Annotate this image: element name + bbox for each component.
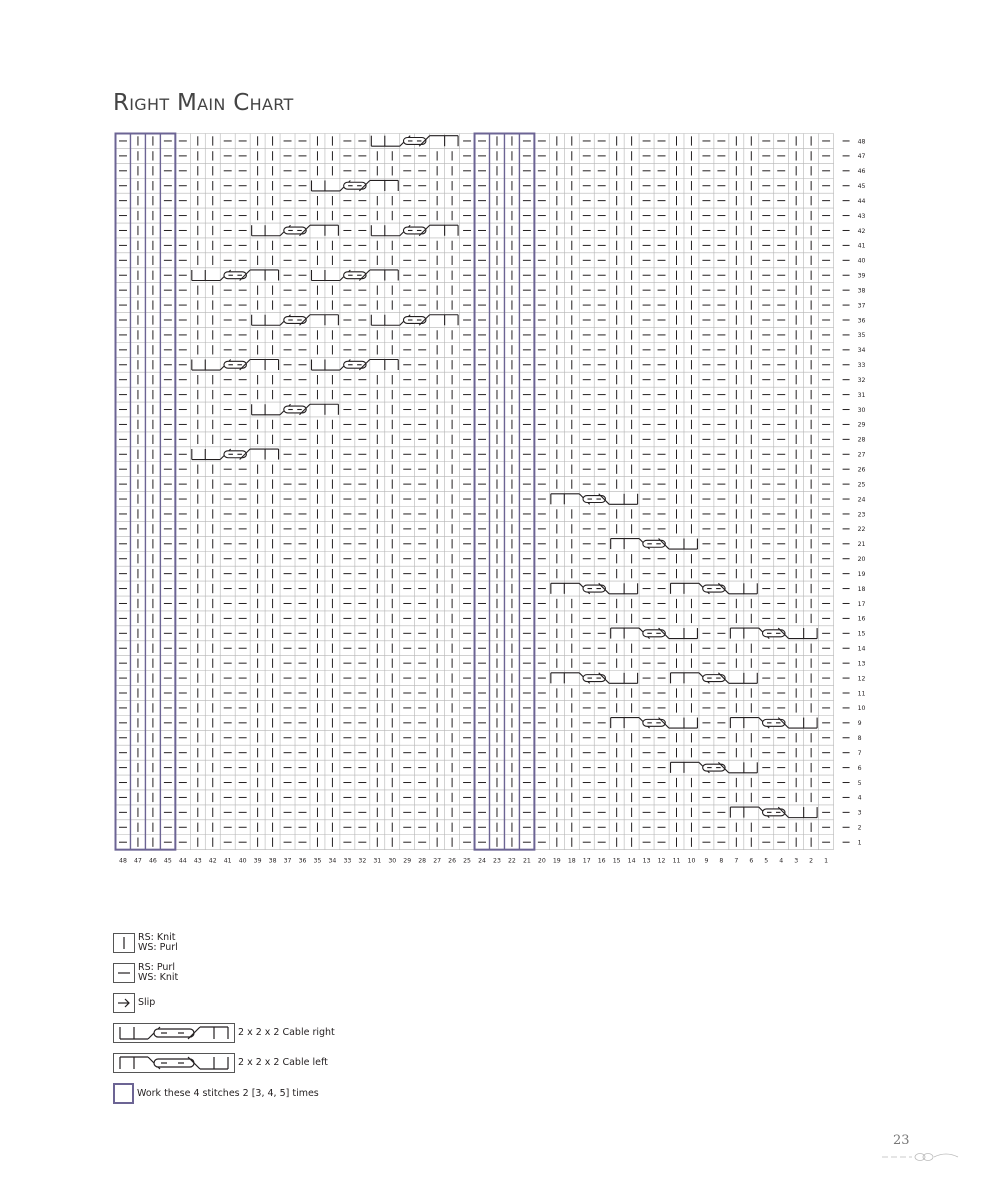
column-label: 33 [343, 857, 352, 865]
column-label: 39 [253, 857, 262, 865]
legend-knit-line1: RS: Knit [138, 932, 176, 943]
column-label: 13 [642, 857, 651, 865]
row-label: 45 [857, 183, 866, 191]
column-label: 47 [134, 857, 142, 865]
legend-cable-right-label: 2 x 2 x 2 Cable right [238, 1027, 335, 1038]
cable-right [371, 225, 458, 236]
cable-right [252, 404, 339, 415]
column-label: 42 [208, 857, 217, 865]
row-label: 29 [857, 421, 866, 429]
row-label: 26 [857, 466, 866, 474]
column-label: 5 [764, 857, 769, 865]
cable-left [551, 583, 638, 594]
cable-right [311, 270, 398, 281]
row-label: 11 [857, 690, 866, 698]
column-label: 30 [388, 857, 397, 865]
row-label: 12 [857, 675, 866, 683]
row-label: 21 [857, 541, 866, 549]
column-label: 40 [238, 857, 247, 865]
cable-left-symbol-icon [113, 1053, 235, 1073]
row-label: 38 [857, 287, 866, 295]
legend [113, 933, 613, 1114]
row-label: 42 [857, 227, 866, 235]
legend-item-knit [113, 933, 613, 953]
row-label: 22 [857, 526, 866, 534]
row-label: 47 [857, 153, 866, 161]
column-label: 15 [612, 857, 621, 865]
row-label: 24 [857, 496, 866, 504]
cable-right [192, 270, 279, 281]
legend-slip-line1: Slip [138, 997, 156, 1008]
column-label: 43 [193, 857, 202, 865]
cable-right [192, 360, 279, 371]
column-label: 17 [582, 857, 591, 865]
column-label: 10 [687, 857, 696, 865]
page-title: Right Main Chart [113, 90, 294, 116]
row-label: 17 [857, 600, 866, 608]
row-label: 32 [857, 376, 866, 384]
column-label: 25 [463, 857, 471, 865]
column-label: 3 [794, 857, 799, 865]
column-label: 27 [433, 857, 442, 865]
repeat-box-icon [113, 1083, 134, 1104]
column-label: 6 [749, 857, 754, 865]
column-label: 2 [809, 857, 814, 865]
row-label: 16 [857, 615, 866, 623]
column-label: 18 [567, 857, 576, 865]
row-label: 35 [857, 332, 866, 340]
row-label: 19 [857, 570, 866, 578]
legend-knit-line2: WS: Purl [138, 942, 178, 953]
row-label: 25 [857, 481, 866, 489]
page-number: 23 [893, 1133, 910, 1148]
cable-left [611, 539, 698, 550]
row-label: 39 [857, 272, 866, 280]
row-label: 20 [857, 556, 866, 564]
purl-symbol-icon [113, 963, 135, 983]
row-label: 28 [857, 436, 866, 444]
column-label: 8 [719, 857, 724, 865]
row-label: 33 [857, 362, 866, 370]
row-label: 18 [857, 585, 866, 593]
column-label: 32 [358, 857, 367, 865]
cable-right-symbol-icon [113, 1023, 235, 1043]
column-label: 7 [734, 857, 739, 865]
row-label: 3 [857, 809, 862, 817]
chart-labels [119, 138, 865, 864]
column-label: 24 [478, 857, 486, 865]
legend-item-cable-right [113, 1023, 613, 1043]
column-label: 34 [328, 857, 337, 865]
cable-right [252, 225, 339, 236]
row-label: 7 [857, 749, 862, 757]
column-label: 9 [704, 857, 709, 865]
column-label: 14 [627, 857, 636, 865]
column-label: 29 [403, 857, 412, 865]
column-label: 46 [148, 857, 157, 865]
column-label: 35 [313, 857, 322, 865]
column-label: 41 [223, 857, 232, 865]
legend-repeat-label: Work these 4 stitches 2 [3, 4, 5] times [137, 1087, 319, 1099]
row-label: 13 [857, 660, 866, 668]
slip-arrow-icon [113, 993, 135, 1013]
row-label: 46 [857, 168, 866, 176]
row-label: 15 [857, 630, 866, 638]
column-label: 4 [779, 857, 784, 865]
cable-right [371, 315, 458, 326]
cable-right [252, 315, 339, 326]
row-label: 1 [857, 839, 862, 847]
legend-cable-left-label: 2 x 2 x 2 Cable left [238, 1057, 328, 1068]
row-label: 37 [857, 302, 866, 310]
column-label: 11 [672, 857, 681, 865]
column-label: 22 [508, 857, 516, 865]
column-label: 26 [448, 857, 457, 865]
column-label: 12 [657, 857, 666, 865]
row-label: 5 [857, 779, 862, 787]
row-label: 2 [857, 824, 862, 832]
row-label: 4 [857, 794, 862, 802]
row-label: 44 [857, 197, 866, 205]
column-label: 36 [298, 857, 307, 865]
cable-left [730, 628, 817, 639]
row-label: 40 [857, 257, 866, 265]
column-label: 37 [283, 857, 292, 865]
row-label: 14 [857, 645, 866, 653]
column-label: 31 [373, 857, 382, 865]
cable-left [671, 762, 758, 773]
cable-right [371, 136, 458, 147]
legend-item-cable-left [113, 1053, 613, 1073]
cable-right [311, 360, 398, 371]
cable-right [311, 180, 398, 191]
row-label: 10 [857, 705, 866, 713]
cable-left [671, 673, 758, 684]
row-label: 34 [857, 347, 866, 355]
row-label: 31 [857, 391, 866, 399]
legend-purl-line1: RS: Purl [138, 962, 175, 973]
row-label: 23 [857, 511, 866, 519]
column-label: 23 [493, 857, 501, 865]
cable-left [551, 494, 638, 505]
row-label: 30 [857, 406, 866, 414]
row-label: 8 [857, 735, 862, 743]
cable-left [730, 718, 817, 729]
cable-left [730, 807, 817, 818]
row-label: 41 [857, 242, 866, 250]
column-label: 16 [597, 857, 606, 865]
column-label: 19 [552, 857, 561, 865]
column-label: 48 [119, 857, 127, 865]
column-label: 28 [418, 857, 427, 865]
column-label: 21 [522, 857, 531, 865]
cable-right [192, 449, 279, 460]
row-label: 9 [857, 720, 862, 728]
cable-left [611, 718, 698, 729]
knit-symbol-icon [113, 933, 135, 953]
cable-left [671, 583, 758, 594]
legend-item-repeat [113, 1083, 613, 1104]
row-label: 43 [857, 212, 866, 220]
legend-item-purl [113, 963, 613, 983]
column-label: 38 [268, 857, 277, 865]
row-label: 27 [857, 451, 866, 459]
column-label: 20 [537, 857, 546, 865]
column-label: 1 [824, 857, 829, 865]
row-label: 48 [857, 138, 866, 146]
cable-left [611, 628, 698, 639]
page-ornament-icon [880, 1150, 960, 1164]
row-label: 6 [857, 764, 862, 772]
row-label: 36 [857, 317, 866, 325]
cable-left [551, 673, 638, 684]
column-label: 45 [163, 857, 172, 865]
column-label: 44 [178, 857, 187, 865]
legend-item-slip [113, 993, 613, 1013]
legend-purl-line2: WS: Knit [138, 972, 179, 983]
